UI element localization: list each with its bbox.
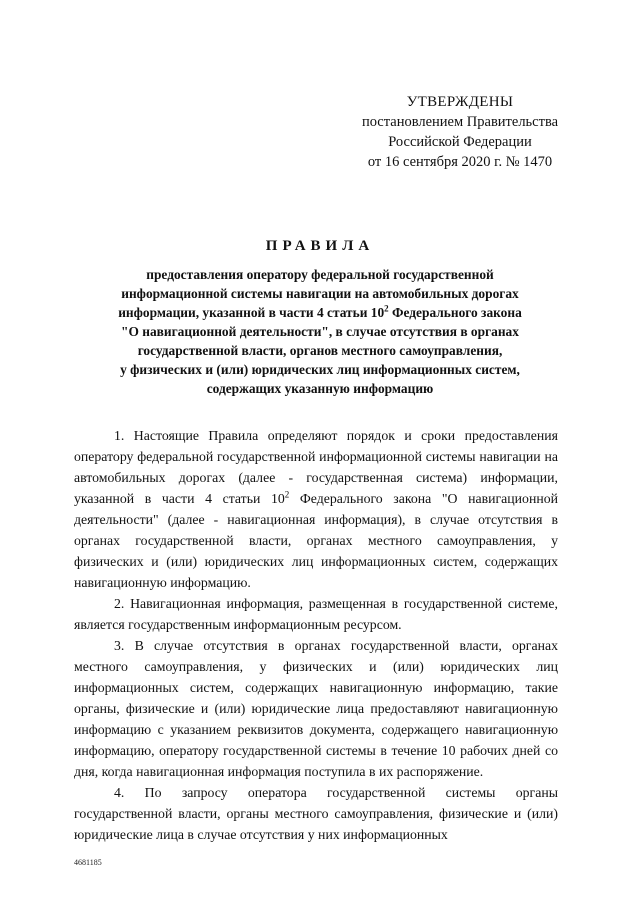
approval-line-1: постановлением Правительства (361, 114, 559, 130)
document-subtitle (70, 265, 570, 398)
subtitle-line-3 (70, 303, 570, 322)
subtitle-line-7: содержащих указанную информацию (206, 381, 434, 396)
approval-line-3: от 16 сентября 2020 г. № 1470 (367, 154, 553, 170)
subtitle-superscript: 2 (384, 303, 389, 314)
subtitle-line-2: информационной системы навигации на автомобильных дорогах (121, 286, 519, 301)
paragraph-2 (74, 593, 558, 635)
document-body (74, 425, 558, 845)
paragraph-3-text: 3. В случае отсутствия в органах государственной власти, органах местного самоуправления, у физических и (или) юридических лиц информационных систем, содержащих навигационную информацию, такие органы, физические и (или) юридические лица предоставляют навигационную информацию с указанием реквизитов документа, содержащего навигационную информацию, оператору государственной системы в течение 10 рабочих дней со дня, когда навигационная информация поступила в их распоряжение. (74, 638, 558, 779)
paragraph-3 (74, 635, 558, 782)
paragraph-1-b: Федерального закона "О навигационной деятельности" (далее - навигационная информация), в случае отсутствия в органах государственной власти, органах местного самоуправления, у физических и (или) юридических лиц информационных систем, содержащих навигационную информацию. (74, 491, 558, 590)
paragraph-1 (74, 425, 558, 593)
subtitle-line-1: предоставления оператору федеральной государственной (146, 267, 494, 282)
paragraph-4-text: 4. По запросу оператора государственной системы органы государственной власти, органы местного самоуправления, физические и (или) юридические лица в случае отсутствия у них информационных (74, 785, 558, 842)
subtitle-line-5: государственной власти, органов местного самоуправления, (137, 343, 503, 358)
approval-block (340, 92, 580, 172)
approval-line-2: Российской Федерации (388, 134, 532, 150)
subtitle-line-6: у физических и (или) юридических лиц информационных систем, (120, 362, 520, 377)
paragraph-4 (74, 782, 558, 845)
subtitle-line-3-a: информации, указанной в части 4 статьи 10 (118, 305, 385, 320)
document-title: ПРАВИЛА (265, 238, 375, 254)
approval-heading: УТВЕРЖДЕНЫ (406, 94, 514, 110)
document-code: 4681185 (74, 858, 102, 867)
paragraph-2-text: 2. Навигационная информация, размещенная в государственной системе, является государственным информационным ресурсом. (74, 596, 558, 632)
subtitle-line-3-b: Федерального закона (388, 305, 522, 320)
subtitle-line-4: "О навигационной деятельности", в случае отсутствия в органах (121, 324, 519, 339)
paragraph-1-a: 1. Настоящие Правила определяют порядок и сроки предоставления оператору федеральной государственной информационной системы навигации на автомобильных дорогах (далее - государственная система) информации, указанной в части 4 статьи 10 (74, 428, 558, 506)
paragraph-1-superscript: 2 (284, 489, 290, 500)
